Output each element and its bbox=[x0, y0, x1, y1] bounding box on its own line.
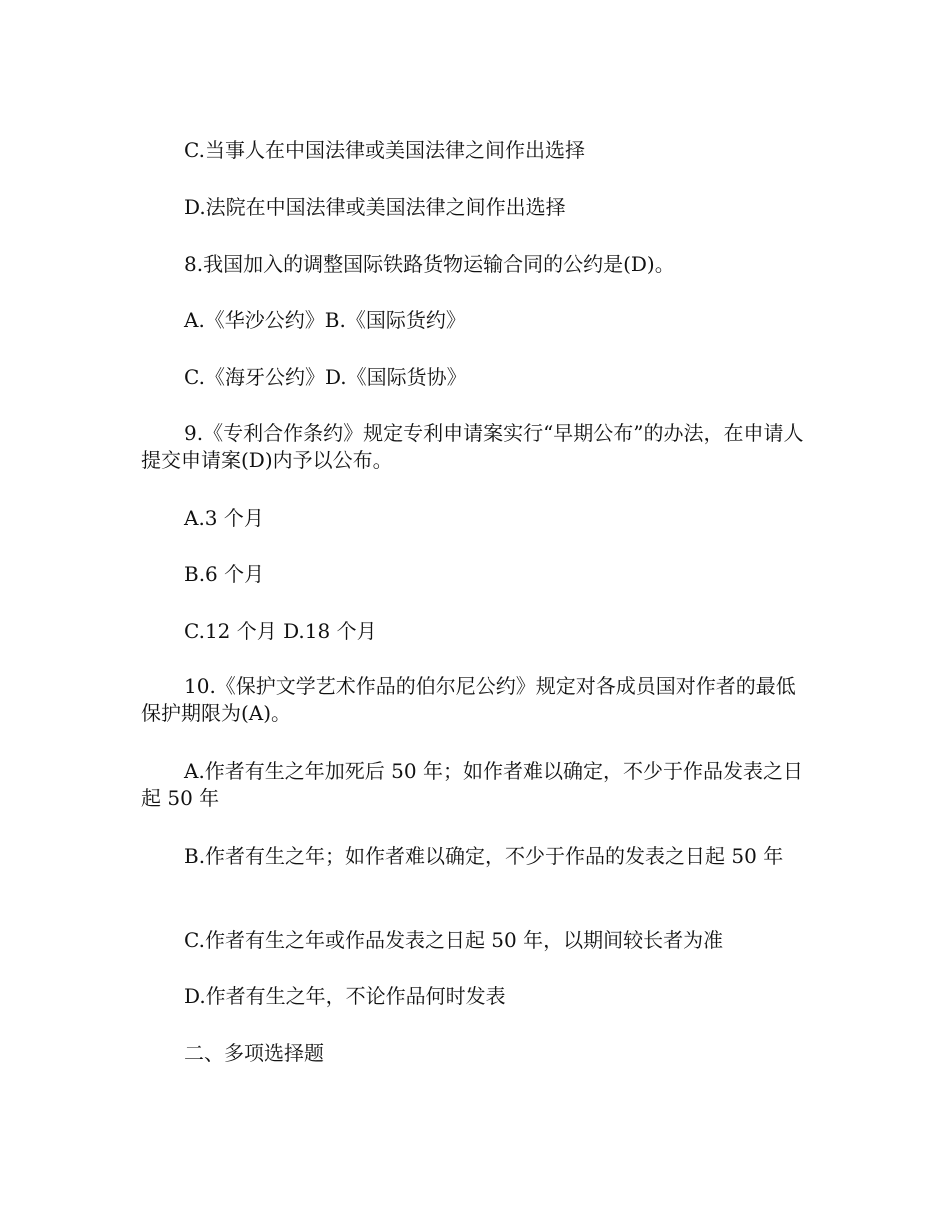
question-10-option-c: C.作者有生之年或作品发表之日起 50 年，以期间较长者为准 bbox=[184, 928, 724, 952]
question-8-options-ab: A.《华沙公约》B.《国际货约》 bbox=[184, 308, 466, 332]
question-9: 9.《专利合作条约》规定专利申请案实行“早期公布”的办法，在申请人提交申请案(D)内予以公布。 bbox=[141, 421, 804, 472]
question-10-option-d: D.作者有生之年，不论作品何时发表 bbox=[184, 984, 506, 1008]
option-c-parties-choose: C.当事人在中国法律或美国法律之间作出选择 bbox=[184, 138, 585, 162]
option-d-court-chooses: D.法院在中国法律或美国法律之间作出选择 bbox=[184, 195, 566, 219]
question-8: 8.我国加入的调整国际铁路货物运输合同的公约是(D)。 bbox=[184, 252, 675, 276]
question-9-options-cd: C.12 个月 D.18 个月 bbox=[184, 619, 377, 643]
question-10: 10.《保护文学艺术作品的伯尔尼公约》规定对各成员国对作者的最低保护期限为(A)。 bbox=[141, 674, 796, 725]
question-10-option-b: B.作者有生之年；如作者难以确定，不少于作品的发表之日起 50 年 bbox=[184, 844, 784, 868]
question-10-option-a: A.作者有生之年加死后 50 年；如作者难以确定，不少于作品发表之日起 50 年 bbox=[141, 759, 803, 810]
question-9-option-b: B.6 个月 bbox=[184, 562, 265, 586]
question-9-option-a: A.3 个月 bbox=[184, 506, 264, 530]
section-heading-multiple-choice: 二、多项选择题 bbox=[184, 1041, 324, 1065]
question-8-options-cd: C.《海牙公约》D.《国际货协》 bbox=[184, 365, 467, 389]
